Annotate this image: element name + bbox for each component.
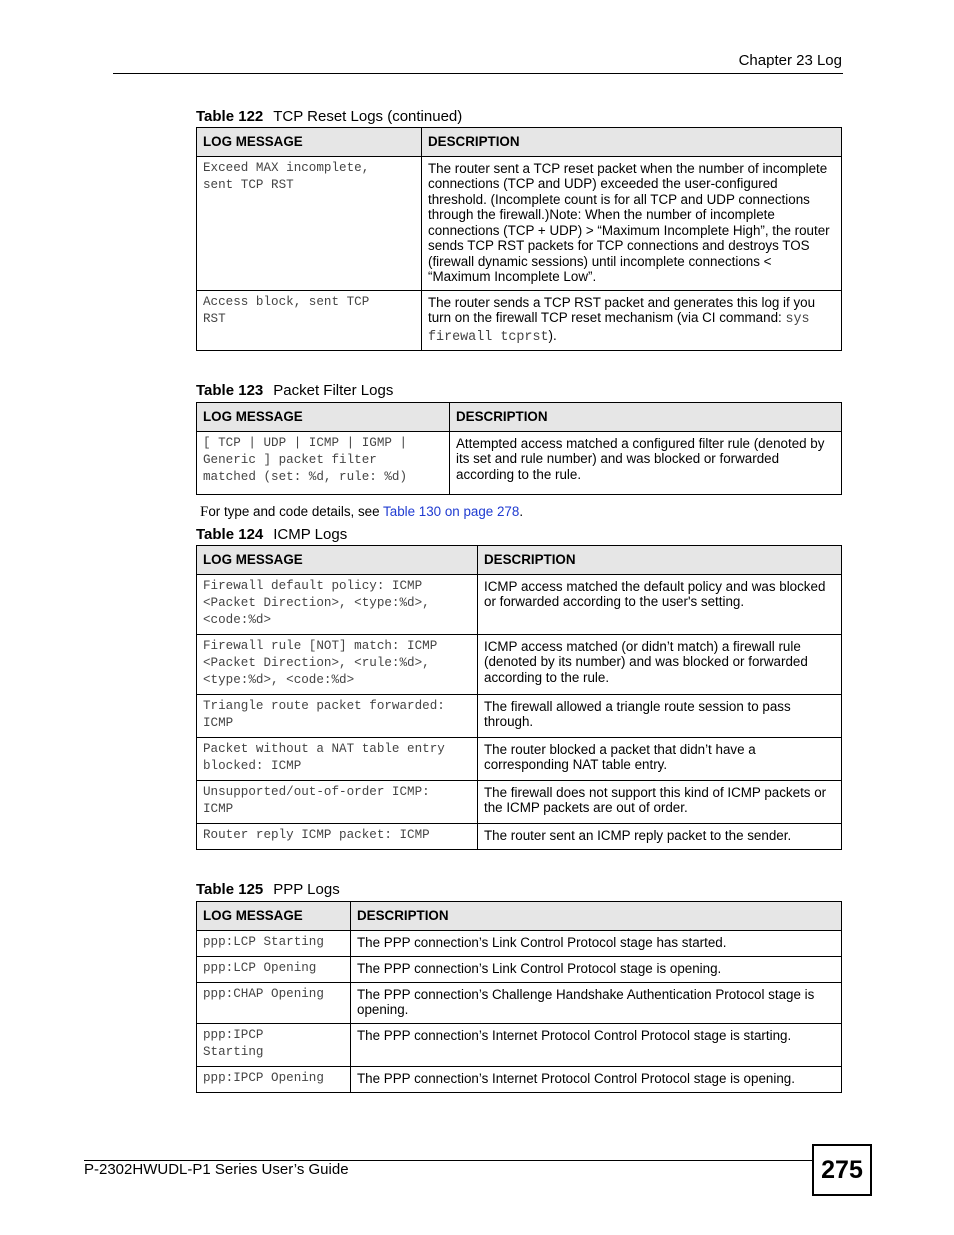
- log-description: The PPP connection’s Internet Protocol Control Protocol stage is opening.: [351, 1066, 842, 1092]
- table-row: [197, 823, 842, 849]
- table-row: [197, 780, 842, 823]
- log-description: Attempted access matched a configured filter rule (denoted by its set and rule number) and was blocked or forwarded according to the rule.: [450, 431, 842, 495]
- table-123-caption: [196, 382, 393, 399]
- log-message: Router reply ICMP packet: ICMP: [197, 823, 478, 849]
- description-text-end: ).: [548, 327, 557, 343]
- table-124-caption: [196, 526, 347, 543]
- log-description: The PPP connection’s Internet Protocol Control Protocol stage is starting.: [351, 1023, 842, 1066]
- log-message: ppp:IPCP Opening: [197, 1066, 351, 1092]
- note-text: or type and code details, see: [208, 504, 384, 519]
- log-description: The firewall does not support this kind of ICMP packets or the ICMP packets are out of order.: [478, 780, 842, 823]
- col-description: DESCRIPTION: [450, 403, 842, 432]
- col-log-message: LOG MESSAGE: [197, 902, 351, 931]
- log-description: The PPP connection’s Challenge Handshake Authentication Protocol stage is opening.: [351, 982, 842, 1023]
- col-log-message: LOG MESSAGE: [197, 546, 478, 575]
- table-row: [197, 737, 842, 780]
- log-description: ICMP access matched (or didn’t match) a firewall rule (denoted by its number) and was blocked or forwarded according to the rule.: [478, 634, 842, 694]
- log-description: The router sent a TCP reset packet when the number of incomplete connections (TCP and UDP) exceeded the user-configured threshold. (Incomplete count is for all TCP and UDP connections through the firewall.)Note: When the number of incomplete connections (TCP + UDP) > “Maximum Incomplete High”, the router sends TCP RST packets for TCP connections and destroys TOS (firewall dynamic sessions) until incomplete connections < “Maximum Incomplete Low”.: [422, 156, 842, 290]
- table-124: [196, 545, 842, 850]
- table-122-label: Table 122: [196, 108, 264, 125]
- table-row: [197, 930, 842, 956]
- cli-command: sys firewall tcprst: [428, 312, 810, 345]
- table-124-title: ICMP Logs: [273, 526, 348, 543]
- note-first-letter: F: [200, 504, 209, 520]
- table-125-title: PPP Logs: [273, 881, 340, 898]
- table-row: [197, 1023, 842, 1066]
- col-description: DESCRIPTION: [478, 546, 842, 575]
- table-123: [196, 402, 842, 495]
- log-message: Exceed MAX incomplete, sent TCP RST: [197, 156, 422, 290]
- note-paragraph: [200, 504, 523, 521]
- col-description: DESCRIPTION: [422, 128, 842, 157]
- table-row: [197, 1066, 842, 1092]
- table-row: [197, 574, 842, 634]
- table-row: [197, 156, 842, 290]
- table-124-label: Table 124: [196, 526, 264, 543]
- table-header-row: [197, 403, 842, 432]
- log-description: The firewall allowed a triangle route session to pass through.: [478, 694, 842, 737]
- table-row: [197, 634, 842, 694]
- table-125-label: Table 125: [196, 881, 264, 898]
- col-log-message: LOG MESSAGE: [197, 128, 422, 157]
- log-message: Triangle route packet forwarded: ICMP: [197, 694, 478, 737]
- log-message: ppp:CHAP Opening: [197, 982, 351, 1023]
- log-description: [422, 290, 842, 351]
- page-number: 275: [812, 1144, 872, 1196]
- table-row: [197, 290, 842, 351]
- log-message: ppp:IPCP Starting: [197, 1023, 351, 1066]
- log-description: The PPP connection’s Link Control Protocol stage has started.: [351, 930, 842, 956]
- log-message: ppp:LCP Starting: [197, 930, 351, 956]
- col-description: DESCRIPTION: [351, 902, 842, 931]
- table-row: [197, 694, 842, 737]
- log-description: The router sent an ICMP reply packet to the sender.: [478, 823, 842, 849]
- table-130-link[interactable]: Table 130 on page 278: [383, 504, 520, 519]
- log-description: The router blocked a packet that didn’t have a corresponding NAT table entry.: [478, 737, 842, 780]
- log-description: ICMP access matched the default policy and was blocked or forwarded according to the user's setting.: [478, 574, 842, 634]
- table-row: [197, 431, 842, 495]
- table-123-title: Packet Filter Logs: [273, 382, 394, 399]
- col-log-message: LOG MESSAGE: [197, 403, 450, 432]
- table-123-label: Table 123: [196, 382, 264, 399]
- table-122-caption: [196, 108, 462, 125]
- table-122: [196, 127, 842, 351]
- log-message: Access block, sent TCP RST: [197, 290, 422, 351]
- table-122-title: TCP Reset Logs (continued): [273, 108, 463, 125]
- guide-title: P-2302HWUDL-P1 Series User’s Guide: [84, 1161, 349, 1178]
- log-description: The PPP connection’s Link Control Protocol stage is opening.: [351, 956, 842, 982]
- description-text: The router sends a TCP RST packet and generates this log if you turn on the firewall TCP reset mechanism (via CI command:: [428, 294, 816, 325]
- table-row: [197, 982, 842, 1023]
- header-rule: [113, 73, 843, 74]
- table-header-row: [197, 546, 842, 575]
- table-row: [197, 956, 842, 982]
- log-message: ppp:LCP Opening: [197, 956, 351, 982]
- log-message: Unsupported/out-of-order ICMP: ICMP: [197, 780, 478, 823]
- table-125: [196, 901, 842, 1093]
- table-125-caption: [196, 881, 340, 898]
- note-text-end: .: [519, 504, 524, 519]
- table-header-row: [197, 902, 842, 931]
- log-message: Firewall rule [NOT] match: ICMP <Packet Direction>, <rule:%d>, <type:%d>, <code:%d>: [197, 634, 478, 694]
- log-message: Firewall default policy: ICMP <Packet Direction>, <type:%d>, <code:%d>: [197, 574, 478, 634]
- log-message: [ TCP | UDP | ICMP | IGMP | Generic ] packet filter matched (set: %d, rule: %d): [197, 431, 450, 495]
- chapter-header: Chapter 23 Log: [738, 52, 842, 69]
- table-header-row: [197, 128, 842, 157]
- log-message: Packet without a NAT table entry blocked: ICMP: [197, 737, 478, 780]
